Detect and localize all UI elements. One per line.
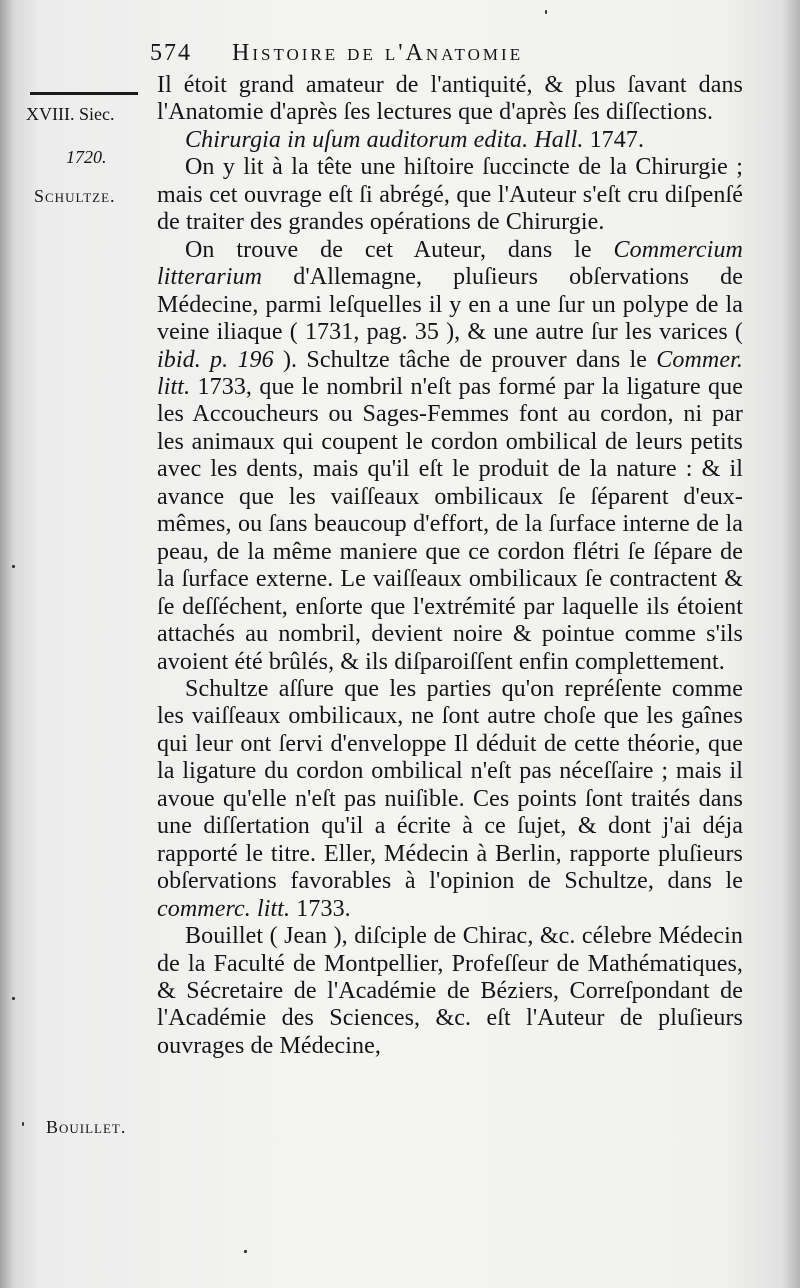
p3-ibid: ibid. p. 196 [157, 346, 274, 373]
running-header [150, 40, 750, 67]
p3-part-e: ). Schultze tâche de prouver dans le [282, 346, 648, 373]
page-gutter-shadow [0, 0, 14, 1288]
p3-commer-litt: Commer. litt. [157, 346, 743, 400]
p4-part-c: 1733. [296, 895, 351, 922]
paragraph-1: Il étoit grand amateur de l'antiquité, & plus ſavant dans l'Anatomie d'après ſes lectures que d'après ſes diſſections. [157, 72, 743, 126]
paper-speck [12, 565, 15, 568]
margin-century: XVIII. Siec. [26, 104, 115, 124]
p3-part-a: On trouve de cet Auteur, dans le [185, 236, 592, 263]
page-edge-shadow [782, 0, 800, 1288]
paragraph-5: Bouillet ( Jean ), diſciple de Chirac, &c. célebre Médecin de la Faculté de Montpellier, Profeſſeur de Mathématiques, & Sécretaire de l'Académie de Béziers, Correſpondant de l'Académie des Sciences, &c. eſt l'Auteur de pluſieurs ouvrages de Médecine, [157, 923, 743, 1059]
margin-name-bouillet: Bouillet. [46, 1117, 127, 1137]
margin-year: 1720. [66, 147, 107, 167]
citation-year: 1747. [589, 126, 645, 153]
body-text [157, 72, 743, 1060]
p4-part-a: Schultze aſſure que les parties qu'on repréſente comme les vaiſſeaux ombilicaux, ne ſont autre choſe que les gaînes qui leur ont ſervi d'enveloppe Il déduit de cette théorie, que la ligature du cordon ombilical n'eſt pas néceſſaire ; mais il avoue qu'elle n'eſt pas nuiſible. Ces points ſont traités dans une diſſertation qu'il a écrite à ce ſujet, & dont j'ai déja rapporté le titre. Eller, Médecin à Berlin, rapporte pluſieurs obſervations favorables à l'opinion de Schultze, dans le [157, 675, 743, 895]
paper-speck [22, 1122, 24, 1126]
paper-speck [244, 1250, 247, 1253]
paragraph-3 [157, 237, 743, 676]
citation-title: Chirurgia in uſum auditorum edita. Hall. [185, 126, 584, 153]
p3-commercium: Commercium litterarium [157, 236, 743, 291]
p4-commerc-litt: commerc. litt. [157, 895, 291, 922]
paper-speck [545, 10, 547, 14]
p3-part-g: 1733, que le nombril n'eſt pas formé par la ligature que les Accoucheurs ou Sages-Femmes font au cordon, ni par les animaux qui coupent le cordon ombilical de leurs petits avec les dents, mais qu'il eſt le produit de la nature : & il avance que les vaiſſeaux ombilicaux ſe ſéparent d'eux-mêmes, ou ſans beaucoup d'effort, de la ſurface interne de la peau, de la même maniere que ce cordon flétri ſe ſépare de la ſurface externe. Le vaiſſeaux ombilicaux ſe contractent & ſe deſſéchent, enſorte que l'extrémité par laquelle ils étoient attachés au nombril, devient noire & pointue comme s'ils avoient été brûlés, & ils diſparoiſſent enfin complettement. [157, 373, 743, 675]
margin-rule [30, 92, 138, 95]
p3-part-c: d'Allemagne, pluſieurs obſervations de Médecine, parmi leſquelles il y en a une ſur un polype de la veine iliaque ( 1731, pag. 35 ), & une autre ſur les varices ( [157, 264, 743, 346]
margin-name-schultze: Schultze. [34, 186, 116, 206]
running-title: Histoire de l'Anatomie [232, 40, 524, 66]
paragraph-4 [157, 676, 743, 923]
page-number: 574 [150, 40, 192, 66]
paragraph-2: On y lit à la tête une hiſtoire ſuccincte de la Chirurgie ; mais cet ouvrage eſt ſi abrégé, que l'Auteur s'eſt cru diſpenſé de traiter des grandes opérations de Chirurgie. [157, 154, 743, 236]
paper-speck [12, 997, 15, 1000]
citation [157, 127, 743, 154]
